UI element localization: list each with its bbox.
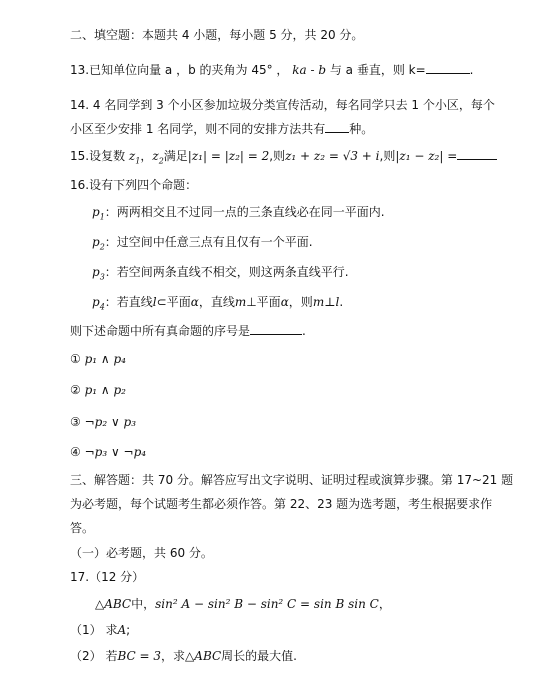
section3-line1: 三、解答题：共 70 分。解答应写出文字说明、证明过程或演算步骤。第 17~21 题: [70, 473, 514, 487]
question-16-intro: 16.设有下列四个命题：: [70, 178, 198, 192]
option-2: ② p₁ ∧ p₂: [70, 383, 126, 397]
question-14-line2: 小区至少安排 1 名同学，则不同的安排方法共有 种。: [70, 122, 374, 136]
q17-equation: sin² A − sin² B − sin² C = sin B sin C: [155, 597, 379, 611]
option-1: ① p₁ ∧ p₄: [70, 352, 126, 366]
question-15: 15.设复数 $z_1$，$z_2$满足|z₁| = |z₂| = 2,则z₁ + z₂ = √3 + i,则|z₁ − z₂| =: [70, 148, 521, 164]
option-3: ③ ¬p₂ ∨ p₃: [70, 415, 137, 429]
question-17-given: △ABC中，sin² A − sin² B − sin² C = sin B sin C，: [95, 597, 391, 611]
section3-part1: （一）必考题，共 60 分。: [70, 546, 213, 560]
answer-blank-15: [457, 148, 497, 160]
section3-line2: 为必考题，每个试题考生都必须作答。第 22、23 题为选考题，考生根据要求作: [70, 497, 493, 511]
proposition-p3: $p_3$：若空间两条直线不相交，则这两条直线平行.: [92, 265, 349, 282]
question-13: 13.已知单位向量 a ，b 的夹角为 45° ， ka - b 与 a 垂直，则 k= .: [70, 63, 474, 77]
proposition-p1: $p_1$：两两相交且不过同一点的三条直线必在同一平面内.: [92, 205, 385, 222]
option-4: ④ ¬p₃ ∨ ¬p₄: [70, 445, 147, 459]
q13-expr: ka - b: [292, 63, 327, 77]
question-14-line1: 14. 4 名同学到 3 个小区参加垃圾分类宣传活动，每名同学只去 1 个小区，每个: [70, 98, 495, 112]
question-17-header: 17.（12 分）: [70, 570, 145, 584]
section2-heading: 二、填空题：本题共 4 小题，每小题 5 分，共 20 分。: [70, 28, 364, 42]
question-17-part1: （1） 求A;: [70, 623, 131, 637]
proposition-p2: $p_2$：过空间中任意三点有且仅有一个平面.: [92, 235, 313, 252]
section3-line3: 答。: [70, 521, 95, 535]
answer-blank-14: [325, 121, 349, 133]
proposition-p4: $p_4$：若直线l⊂平面α，直线m⊥平面α，则m⊥l.: [92, 295, 344, 312]
q15-diff: |z₁ − z₂| =: [395, 149, 458, 163]
question-16-prompt: 则下述命题中所有真命题的序号是 .: [70, 324, 306, 338]
q15-condition: |z₁| = |z₂| = 2: [187, 149, 270, 163]
answer-blank-13: [426, 62, 470, 74]
answer-blank-16: [250, 323, 302, 335]
q15-sum: z₁ + z₂ = √3 + i: [285, 149, 380, 163]
question-17-part2: （2） 若BC = 3，求△ABC周长的最大值.: [70, 649, 297, 663]
